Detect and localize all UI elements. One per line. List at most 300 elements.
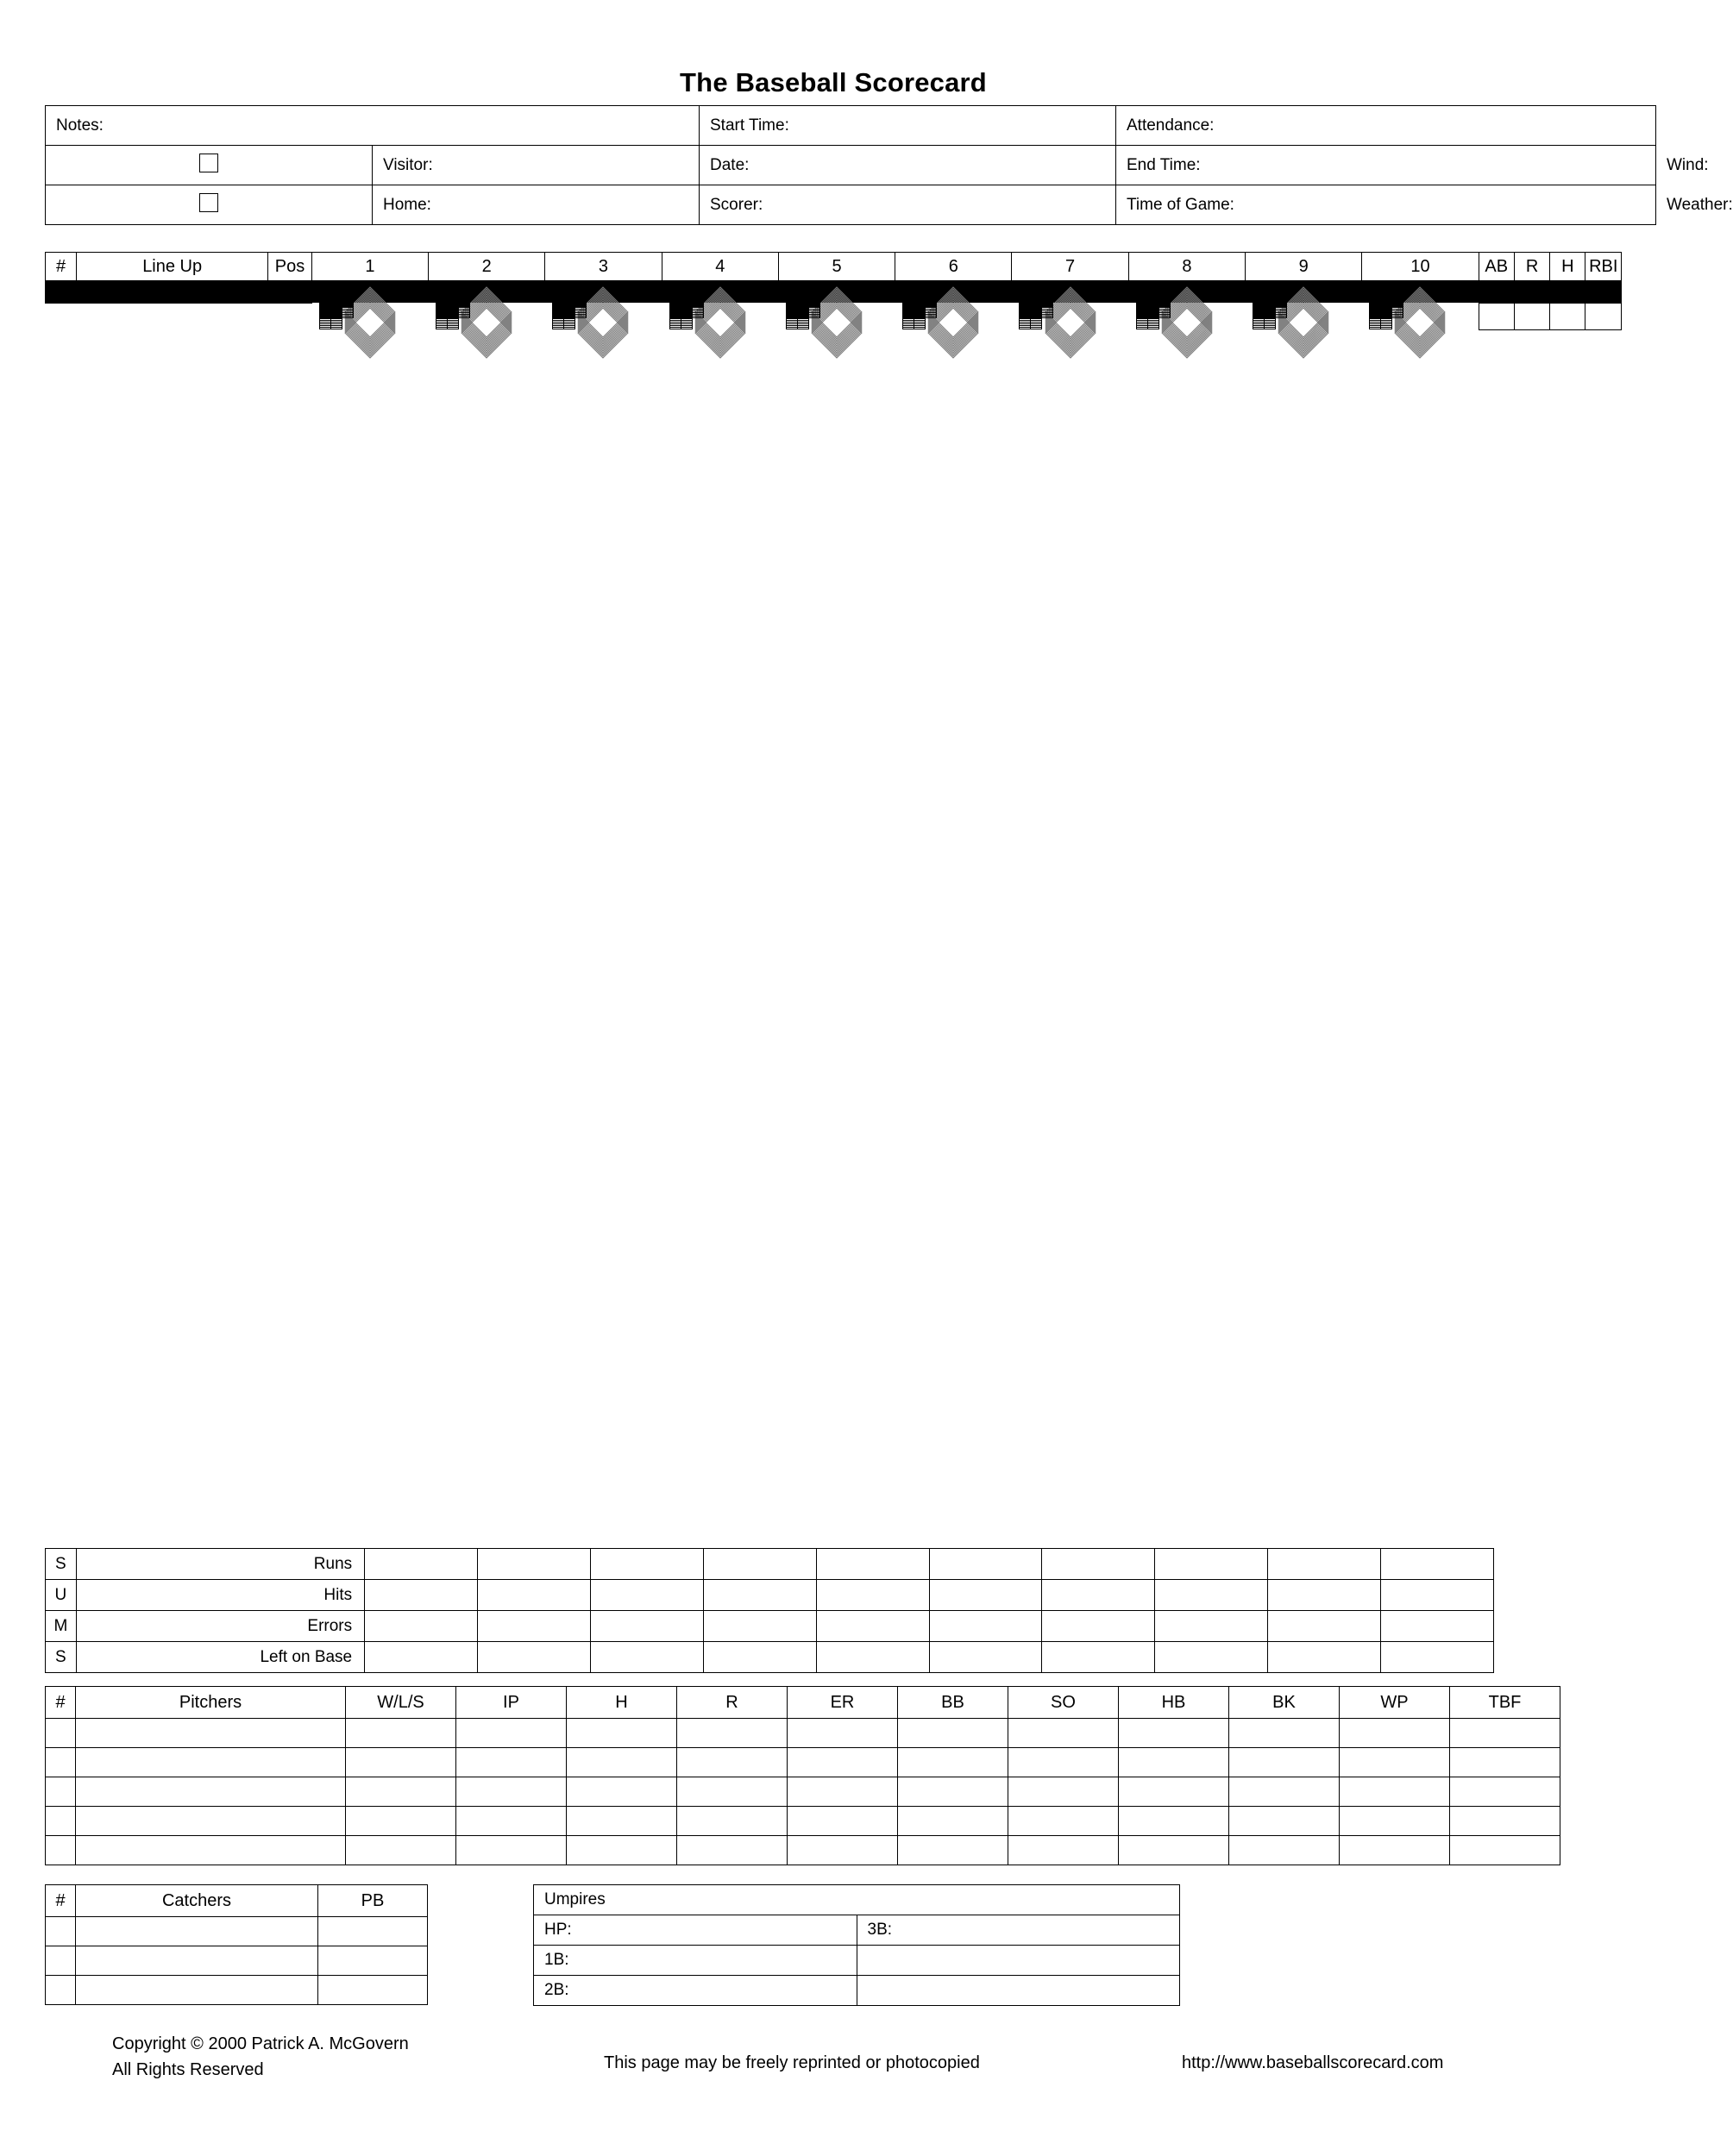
at-bat-cell[interactable] <box>429 286 545 287</box>
at-bat-cell[interactable] <box>662 290 778 291</box>
pitchers-cell[interactable] <box>76 1836 346 1865</box>
ball-box-1[interactable] <box>1369 306 1381 318</box>
lineup-number-cell[interactable] <box>46 291 77 292</box>
strike-box-2[interactable] <box>1147 317 1159 329</box>
ball-box-3[interactable] <box>925 306 937 318</box>
sums-value-cell[interactable] <box>1268 1549 1381 1580</box>
at-bat-cell[interactable] <box>429 297 545 298</box>
pitchers-cell[interactable] <box>1119 1777 1229 1807</box>
at-bat-cell[interactable] <box>662 286 778 287</box>
player-rbi-cell[interactable] <box>1585 288 1622 289</box>
notes-field[interactable]: Notes: <box>46 106 700 146</box>
at-bat-cell[interactable] <box>1362 286 1479 287</box>
at-bat-cell[interactable] <box>1362 290 1479 291</box>
pitchers-cell[interactable] <box>898 1836 1008 1865</box>
player-r-cell[interactable] <box>1514 288 1549 289</box>
pitchers-cell[interactable] <box>788 1719 898 1748</box>
pitchers-cell[interactable] <box>346 1777 456 1807</box>
pitchers-cell[interactable] <box>346 1748 456 1777</box>
ball-box-3[interactable] <box>458 306 470 318</box>
at-bat-cell[interactable] <box>545 281 662 282</box>
player-rbi-cell[interactable] <box>1585 281 1622 282</box>
pitchers-cell[interactable] <box>1450 1836 1560 1865</box>
totals-r-cell[interactable] <box>1514 304 1549 330</box>
sums-value-cell[interactable] <box>478 1642 591 1673</box>
pitchers-cell[interactable] <box>1450 1748 1560 1777</box>
at-bat-cell[interactable] <box>1362 288 1479 289</box>
at-bat-cell[interactable] <box>1246 297 1362 298</box>
pitchers-cell[interactable] <box>76 1719 346 1748</box>
pitchers-cell[interactable] <box>1119 1719 1229 1748</box>
pitchers-cell[interactable] <box>1008 1748 1119 1777</box>
at-bat-cell[interactable] <box>1362 297 1479 298</box>
player-rbi-cell[interactable] <box>1585 290 1622 291</box>
player-rbi-cell[interactable] <box>1585 297 1622 298</box>
ball-box-1[interactable] <box>552 306 564 318</box>
at-bat-cell[interactable] <box>1128 290 1245 291</box>
at-bat-cell[interactable] <box>895 300 1012 301</box>
ball-box-1[interactable] <box>902 306 914 318</box>
ball-box-3[interactable] <box>1041 306 1053 318</box>
at-bat-cell[interactable] <box>662 300 778 301</box>
player-h-cell[interactable] <box>1550 298 1585 299</box>
home-checkbox-cell[interactable] <box>46 185 373 225</box>
pitchers-cell[interactable] <box>788 1836 898 1865</box>
pitchers-cell[interactable] <box>677 1836 788 1865</box>
at-bat-cell[interactable] <box>778 288 895 289</box>
lineup-pos-cell[interactable] <box>268 281 312 282</box>
strike-box-2[interactable] <box>681 317 693 329</box>
at-bat-cell[interactable] <box>1246 295 1362 296</box>
player-r-cell[interactable] <box>1514 290 1549 291</box>
at-bat-cell[interactable] <box>311 286 428 287</box>
strike-box-1[interactable] <box>1253 317 1265 329</box>
sums-value-cell[interactable] <box>1155 1642 1268 1673</box>
ball-box-2[interactable] <box>1380 306 1392 318</box>
at-bat-cell[interactable] <box>1246 291 1362 292</box>
visitor-checkbox-cell[interactable] <box>46 146 373 185</box>
ball-box-3[interactable] <box>342 306 354 318</box>
ball-box-2[interactable] <box>914 306 926 318</box>
ball-box-1[interactable] <box>319 306 331 318</box>
ball-box-3[interactable] <box>692 306 704 318</box>
at-bat-cell[interactable] <box>895 297 1012 298</box>
at-bat-cell[interactable] <box>1246 298 1362 299</box>
catchers-cell[interactable] <box>318 1976 428 2005</box>
at-bat-cell[interactable] <box>429 293 545 294</box>
player-rbi-cell[interactable] <box>1585 286 1622 287</box>
sums-value-cell[interactable] <box>1268 1611 1381 1642</box>
strike-box-1[interactable] <box>1136 317 1148 329</box>
strike-box-2[interactable] <box>1030 317 1042 329</box>
player-h-cell[interactable] <box>1550 300 1585 301</box>
at-bat-cell[interactable] <box>895 295 1012 296</box>
pitchers-cell[interactable] <box>1340 1748 1450 1777</box>
sums-value-cell[interactable] <box>703 1549 816 1580</box>
at-bat-cell[interactable] <box>311 302 428 303</box>
catchers-cell[interactable] <box>76 1917 318 1946</box>
lineup-number-cell[interactable] <box>46 302 77 303</box>
at-bat-cell[interactable] <box>429 300 545 301</box>
pitchers-cell[interactable] <box>1008 1807 1119 1836</box>
player-h-cell[interactable] <box>1550 290 1585 291</box>
attendance-field[interactable]: Attendance: <box>1116 106 1656 146</box>
pitchers-cell[interactable] <box>677 1807 788 1836</box>
catchers-cell[interactable] <box>46 1917 76 1946</box>
pitchers-cell[interactable] <box>567 1719 677 1748</box>
at-bat-cell[interactable] <box>1246 302 1362 303</box>
ball-box-2[interactable] <box>681 306 693 318</box>
sums-value-cell[interactable] <box>590 1611 703 1642</box>
pitchers-cell[interactable] <box>1119 1836 1229 1865</box>
pitchers-cell[interactable] <box>1119 1748 1229 1777</box>
at-bat-cell[interactable] <box>1128 295 1245 296</box>
pitchers-cell[interactable] <box>1340 1777 1450 1807</box>
sums-value-cell[interactable] <box>365 1611 478 1642</box>
at-bat-cell[interactable] <box>1012 300 1128 301</box>
at-bat-cell[interactable] <box>1128 288 1245 289</box>
at-bat-cell[interactable] <box>778 291 895 292</box>
sums-value-cell[interactable] <box>1042 1642 1155 1673</box>
sums-value-cell[interactable] <box>1042 1580 1155 1611</box>
lineup-number-cell[interactable] <box>46 300 77 301</box>
catchers-cell[interactable] <box>46 1976 76 2005</box>
pitchers-cell[interactable] <box>898 1807 1008 1836</box>
pitchers-cell[interactable] <box>898 1748 1008 1777</box>
pitchers-cell[interactable] <box>1340 1719 1450 1748</box>
player-h-cell[interactable] <box>1550 297 1585 298</box>
at-bat-cell[interactable] <box>778 298 895 299</box>
at-bat-cell[interactable] <box>1246 281 1362 282</box>
visitor-field[interactable]: Visitor: <box>373 146 700 185</box>
at-bat-cell[interactable] <box>662 291 778 292</box>
player-h-cell[interactable] <box>1550 295 1585 296</box>
at-bat-cell[interactable] <box>778 300 895 301</box>
lineup-number-cell[interactable] <box>46 283 77 284</box>
player-h-cell[interactable] <box>1550 302 1585 303</box>
lineup-name-cell[interactable] <box>77 286 268 287</box>
lineup-pos-cell[interactable] <box>268 300 312 301</box>
sums-value-cell[interactable] <box>1268 1642 1381 1673</box>
player-rbi-cell[interactable] <box>1585 283 1622 284</box>
pitchers-cell[interactable] <box>46 1719 76 1748</box>
at-bat-cell[interactable] <box>311 281 428 282</box>
at-bat-cell[interactable] <box>1012 297 1128 298</box>
strike-box-1[interactable] <box>902 317 914 329</box>
at-bat-cell[interactable] <box>778 290 895 291</box>
player-h-cell[interactable] <box>1550 286 1585 287</box>
strike-box-2[interactable] <box>1380 317 1392 329</box>
lineup-number-cell[interactable] <box>46 288 77 289</box>
pitchers-cell[interactable] <box>788 1777 898 1807</box>
strike-box-1[interactable] <box>1369 317 1381 329</box>
home-checkbox[interactable] <box>199 193 218 212</box>
player-r-cell[interactable] <box>1514 295 1549 296</box>
catchers-cell[interactable] <box>318 1917 428 1946</box>
player-r-cell[interactable] <box>1514 283 1549 284</box>
lineup-number-cell[interactable] <box>46 286 77 287</box>
pitchers-cell[interactable] <box>456 1836 567 1865</box>
sums-value-cell[interactable] <box>816 1549 929 1580</box>
at-bat-cell[interactable] <box>545 288 662 289</box>
player-ab-cell[interactable] <box>1479 291 1514 292</box>
strike-box-1[interactable] <box>552 317 564 329</box>
sums-value-cell[interactable] <box>365 1580 478 1611</box>
at-bat-cell[interactable] <box>895 288 1012 289</box>
player-ab-cell[interactable] <box>1479 288 1514 289</box>
pitchers-cell[interactable] <box>788 1748 898 1777</box>
at-bat-cell[interactable] <box>1012 290 1128 291</box>
player-r-cell[interactable] <box>1514 300 1549 301</box>
sums-value-cell[interactable] <box>703 1642 816 1673</box>
end-time-field[interactable]: End Time: <box>1116 146 1656 185</box>
sums-value-cell[interactable] <box>478 1580 591 1611</box>
lineup-name-cell[interactable] <box>77 295 268 296</box>
at-bat-cell[interactable] <box>662 302 778 303</box>
player-r-cell[interactable] <box>1514 297 1549 298</box>
at-bat-cell[interactable] <box>429 302 545 303</box>
pitchers-cell[interactable] <box>567 1748 677 1777</box>
at-bat-cell[interactable] <box>429 290 545 291</box>
umpire-field-right[interactable] <box>857 1946 1180 1976</box>
scorer-field[interactable]: Scorer: <box>700 185 1116 225</box>
at-bat-cell[interactable] <box>1012 286 1128 287</box>
lineup-pos-cell[interactable] <box>268 297 312 298</box>
pitchers-cell[interactable] <box>677 1719 788 1748</box>
lineup-name-cell[interactable] <box>77 288 268 289</box>
at-bat-cell[interactable] <box>1012 283 1128 284</box>
at-bat-cell[interactable] <box>545 286 662 287</box>
lineup-name-cell[interactable] <box>77 297 268 298</box>
strike-box-2[interactable] <box>330 317 342 329</box>
at-bat-cell[interactable] <box>1362 283 1479 284</box>
at-bat-cell[interactable] <box>1128 281 1245 282</box>
at-bat-cell[interactable] <box>429 291 545 292</box>
at-bat-cell[interactable] <box>778 302 895 303</box>
at-bat-cell[interactable] <box>662 298 778 299</box>
at-bat-cell[interactable] <box>1012 288 1128 289</box>
player-r-cell[interactable] <box>1514 293 1549 294</box>
at-bat-cell[interactable] <box>778 283 895 284</box>
lineup-name-cell[interactable] <box>77 283 268 284</box>
at-bat-cell[interactable] <box>1246 283 1362 284</box>
at-bat-cell[interactable] <box>1012 291 1128 292</box>
lineup-pos-cell[interactable] <box>268 298 312 299</box>
at-bat-cell[interactable] <box>1362 293 1479 294</box>
player-rbi-cell[interactable] <box>1585 295 1622 296</box>
at-bat-cell[interactable] <box>545 283 662 284</box>
sums-value-cell[interactable] <box>1155 1549 1268 1580</box>
at-bat-cell[interactable] <box>311 295 428 296</box>
time-of-game-field[interactable]: Time of Game: <box>1116 185 1656 225</box>
at-bat-cell[interactable] <box>895 290 1012 291</box>
ball-box-1[interactable] <box>669 306 681 318</box>
pitchers-cell[interactable] <box>567 1807 677 1836</box>
sums-value-cell[interactable] <box>478 1549 591 1580</box>
at-bat-cell[interactable] <box>1246 290 1362 291</box>
at-bat-cell[interactable] <box>895 293 1012 294</box>
player-ab-cell[interactable] <box>1479 293 1514 294</box>
sums-value-cell[interactable] <box>1042 1611 1155 1642</box>
at-bat-cell[interactable] <box>778 286 895 287</box>
at-bat-cell[interactable] <box>1362 300 1479 301</box>
totals-rbi-cell[interactable] <box>1585 304 1622 330</box>
pitchers-cell[interactable] <box>567 1777 677 1807</box>
at-bat-cell[interactable] <box>1362 295 1479 296</box>
at-bat-cell[interactable] <box>662 295 778 296</box>
sums-value-cell[interactable] <box>929 1611 1042 1642</box>
player-rbi-cell[interactable] <box>1585 302 1622 303</box>
at-bat-cell[interactable] <box>311 298 428 299</box>
lineup-pos-cell[interactable] <box>268 302 312 303</box>
at-bat-cell[interactable] <box>311 293 428 294</box>
at-bat-cell[interactable] <box>545 302 662 303</box>
player-h-cell[interactable] <box>1550 281 1585 282</box>
at-bat-cell[interactable] <box>778 297 895 298</box>
lineup-number-cell[interactable] <box>46 295 77 296</box>
at-bat-cell[interactable] <box>545 291 662 292</box>
at-bat-cell[interactable] <box>1246 286 1362 287</box>
at-bat-cell[interactable] <box>1128 298 1245 299</box>
at-bat-cell[interactable] <box>1012 302 1128 303</box>
catchers-cell[interactable] <box>46 1946 76 1976</box>
sums-value-cell[interactable] <box>929 1580 1042 1611</box>
pitchers-cell[interactable] <box>1008 1777 1119 1807</box>
pitchers-cell[interactable] <box>788 1807 898 1836</box>
at-bat-cell[interactable] <box>1012 293 1128 294</box>
pitchers-cell[interactable] <box>1340 1836 1450 1865</box>
pitchers-cell[interactable] <box>456 1719 567 1748</box>
player-h-cell[interactable] <box>1550 288 1585 289</box>
sums-value-cell[interactable] <box>816 1580 929 1611</box>
ball-box-1[interactable] <box>436 306 448 318</box>
ball-box-1[interactable] <box>1136 306 1148 318</box>
lineup-number-cell[interactable] <box>46 293 77 294</box>
pitchers-cell[interactable] <box>456 1777 567 1807</box>
at-bat-cell[interactable] <box>429 298 545 299</box>
pitchers-cell[interactable] <box>1119 1807 1229 1836</box>
sums-value-cell[interactable] <box>1381 1549 1494 1580</box>
strike-box-2[interactable] <box>797 317 809 329</box>
lineup-number-cell[interactable] <box>46 298 77 299</box>
player-ab-cell[interactable] <box>1479 297 1514 298</box>
lineup-pos-cell[interactable] <box>268 288 312 289</box>
pitchers-cell[interactable] <box>346 1719 456 1748</box>
lineup-number-cell[interactable] <box>46 297 77 298</box>
pitchers-cell[interactable] <box>677 1777 788 1807</box>
pitchers-cell[interactable] <box>346 1836 456 1865</box>
lineup-pos-cell[interactable] <box>268 286 312 287</box>
sums-value-cell[interactable] <box>703 1611 816 1642</box>
date-field[interactable]: Date: <box>700 146 1116 185</box>
player-ab-cell[interactable] <box>1479 290 1514 291</box>
at-bat-cell[interactable] <box>1128 302 1245 303</box>
sums-value-cell[interactable] <box>1381 1611 1494 1642</box>
totals-ab-cell[interactable] <box>1479 304 1514 330</box>
at-bat-cell[interactable] <box>1362 302 1479 303</box>
lineup-pos-cell[interactable] <box>268 295 312 296</box>
at-bat-cell[interactable] <box>895 281 1012 282</box>
pitchers-cell[interactable] <box>46 1807 76 1836</box>
at-bat-cell[interactable] <box>1012 298 1128 299</box>
lineup-name-cell[interactable] <box>77 291 268 292</box>
sums-value-cell[interactable] <box>816 1642 929 1673</box>
player-ab-cell[interactable] <box>1479 298 1514 299</box>
player-rbi-cell[interactable] <box>1585 293 1622 294</box>
at-bat-cell[interactable] <box>429 281 545 282</box>
ball-box-2[interactable] <box>330 306 342 318</box>
at-bat-cell[interactable] <box>1362 298 1479 299</box>
at-bat-cell[interactable] <box>311 291 428 292</box>
player-rbi-cell[interactable] <box>1585 291 1622 292</box>
player-ab-cell[interactable] <box>1479 300 1514 301</box>
at-bat-cell[interactable] <box>311 300 428 301</box>
sums-value-cell[interactable] <box>478 1611 591 1642</box>
player-ab-cell[interactable] <box>1479 283 1514 284</box>
ball-box-2[interactable] <box>797 306 809 318</box>
ball-box-3[interactable] <box>808 306 820 318</box>
at-bat-cell[interactable] <box>895 298 1012 299</box>
pitchers-cell[interactable] <box>346 1807 456 1836</box>
at-bat-cell[interactable] <box>662 288 778 289</box>
at-bat-cell[interactable] <box>1012 281 1128 282</box>
at-bat-cell[interactable] <box>311 283 428 284</box>
at-bat-cell[interactable] <box>545 297 662 298</box>
at-bat-cell[interactable] <box>545 290 662 291</box>
pitchers-cell[interactable] <box>898 1719 1008 1748</box>
at-bat-cell[interactable] <box>1128 297 1245 298</box>
lineup-pos-cell[interactable] <box>268 293 312 294</box>
ball-box-1[interactable] <box>1253 306 1265 318</box>
player-rbi-cell[interactable] <box>1585 300 1622 301</box>
player-r-cell[interactable] <box>1514 291 1549 292</box>
pitchers-cell[interactable] <box>1008 1719 1119 1748</box>
strike-box-1[interactable] <box>786 317 798 329</box>
at-bat-cell[interactable] <box>1246 288 1362 289</box>
lineup-number-cell[interactable] <box>46 290 77 291</box>
sums-value-cell[interactable] <box>365 1549 478 1580</box>
at-bat-cell[interactable] <box>1128 283 1245 284</box>
ball-box-2[interactable] <box>447 306 459 318</box>
ball-box-1[interactable] <box>1019 306 1031 318</box>
sums-value-cell[interactable] <box>703 1580 816 1611</box>
player-r-cell[interactable] <box>1514 286 1549 287</box>
ball-box-3[interactable] <box>1158 306 1171 318</box>
at-bat-cell[interactable] <box>311 288 428 289</box>
sums-value-cell[interactable] <box>365 1642 478 1673</box>
player-r-cell[interactable] <box>1514 298 1549 299</box>
sums-value-cell[interactable] <box>1155 1580 1268 1611</box>
totals-h-cell[interactable] <box>1550 304 1585 330</box>
at-bat-cell[interactable] <box>311 290 428 291</box>
at-bat-cell[interactable] <box>778 293 895 294</box>
sums-value-cell[interactable] <box>1042 1549 1155 1580</box>
player-ab-cell[interactable] <box>1479 286 1514 287</box>
strike-box-2[interactable] <box>1264 317 1276 329</box>
pitchers-cell[interactable] <box>76 1807 346 1836</box>
at-bat-cell[interactable] <box>662 283 778 284</box>
catchers-cell[interactable] <box>76 1976 318 2005</box>
umpire-field-left[interactable]: HP: <box>534 1915 857 1946</box>
pitchers-cell[interactable] <box>1008 1836 1119 1865</box>
at-bat-cell[interactable] <box>895 283 1012 284</box>
lineup-pos-cell[interactable] <box>268 283 312 284</box>
pitchers-cell[interactable] <box>898 1777 1008 1807</box>
at-bat-cell[interactable] <box>1362 281 1479 282</box>
ball-box-2[interactable] <box>1147 306 1159 318</box>
sums-value-cell[interactable] <box>929 1642 1042 1673</box>
pitchers-cell[interactable] <box>1450 1777 1560 1807</box>
